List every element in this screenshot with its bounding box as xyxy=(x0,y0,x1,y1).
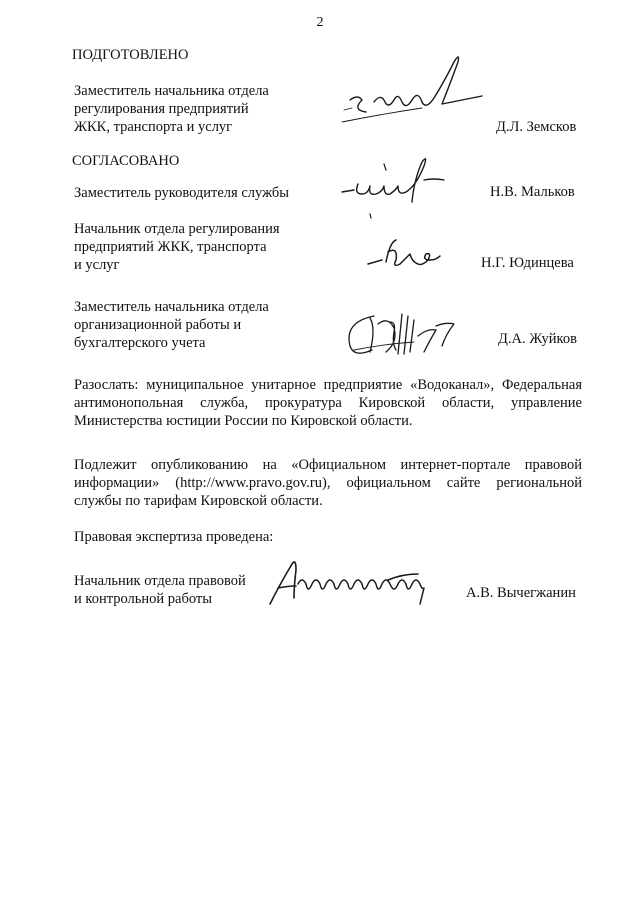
signature-3 xyxy=(364,234,454,274)
signatory-1-position: Заместитель начальника отдела регулирования предприятий ЖКК, транспорта и услуг xyxy=(74,83,269,135)
signatory-3-name: Н.Г. Юдинцева xyxy=(481,255,574,271)
signatory-4-position: Заместитель начальника отдела организационной работы и бухгалтерского учета xyxy=(74,299,269,351)
agreed-heading: СОГЛАСОВАНО xyxy=(72,153,180,169)
signature-1 xyxy=(330,62,480,142)
prepared-heading: ПОДГОТОВЛЕНО xyxy=(72,47,189,63)
signature-4 xyxy=(344,306,484,362)
signature-legal xyxy=(258,556,458,616)
signature-2 xyxy=(336,152,476,222)
distribution-text: Разослать: муниципальное унитарное предприятие «Водоканал», Федеральная антимонопольная служба, прокуратура Кировской области, управление Министерства юстиции России по Кировской области. xyxy=(74,377,582,429)
legal-review-text: Правовая экспертиза проведена: xyxy=(74,529,274,545)
signatory-4-name: Д.А. Жуйков xyxy=(498,331,577,347)
page-number: 2 xyxy=(316,15,324,30)
signatory-1-name: Д.Л. Земсков xyxy=(496,119,577,135)
legal-signatory-name: А.В. Вычегжанин xyxy=(466,585,576,601)
legal-signatory-position: Начальник отдела правовой и контрольной работы xyxy=(74,573,246,607)
signatory-2-position: Заместитель руководителя службы xyxy=(74,185,290,201)
signatory-3-position: Начальник отдела регулирования предприятий ЖКК, транспорта и услуг xyxy=(74,221,280,273)
publication-text: Подлежит опубликованию на «Официальном интернет-портале правовой информации» (http://www.pravo.gov.ru), официальном сайте региональной службы по тарифам Кировской области. xyxy=(74,457,582,509)
signatory-2-name: Н.В. Мальков xyxy=(490,184,575,200)
